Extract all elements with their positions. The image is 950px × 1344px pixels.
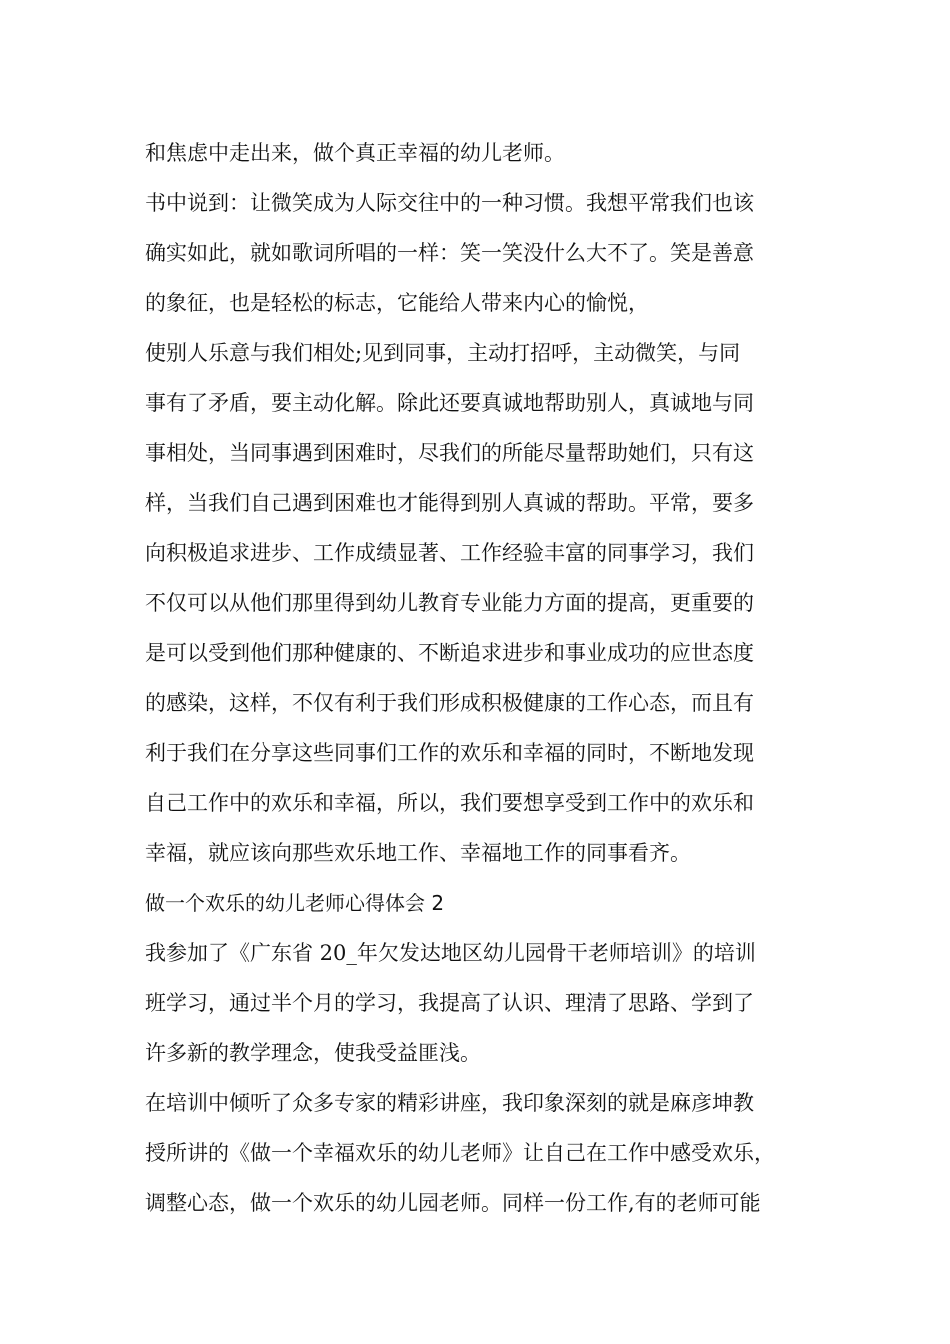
text-line: 在培训中倾听了众多专家的精彩讲座，我印象深刻的就是麻彦坤教 <box>145 1091 754 1115</box>
text-line: 事有了矛盾，要主动化解。除此还要真诚地帮助别人，真诚地与同 <box>145 391 754 415</box>
text-line: 和焦虑中走出来，做个真正幸福的幼儿老师。 <box>145 141 565 165</box>
text-line: 的感染，这样，不仅有利于我们形成积极健康的工作心态，而且有 <box>145 691 754 715</box>
text-line: 许多新的教学理念，使我受益匪浅。 <box>145 1041 481 1065</box>
text-line: 书中说到：让微笑成为人际交往中的一种习惯。我想平常我们也该 <box>145 191 754 215</box>
section-heading: 做一个欢乐的幼儿老师心得体会 2 <box>145 891 445 915</box>
text-line: 幸福，就应该向那些欢乐地工作、幸福地工作的同事看齐。 <box>145 841 691 865</box>
text-line: 调整心态，做一个欢乐的幼儿园老师。同样一份工作,有的老师可能 <box>145 1191 761 1215</box>
text-line: 是可以受到他们那种健康的、不断追求进步和事业成功的应世态度 <box>145 641 754 665</box>
text-line: 的象征，也是轻松的标志，它能给人带来内心的愉悦， <box>145 291 649 315</box>
text-line: 利于我们在分享这些同事们工作的欢乐和幸福的同时，不断地发现 <box>145 741 754 765</box>
text-line: 不仅可以从他们那里得到幼儿教育专业能力方面的提高，更重要的 <box>145 591 754 615</box>
document-body <box>145 128 835 1228</box>
text-line: 向积极追求进步、工作成绩显著、工作经验丰富的同事学习，我们 <box>145 541 754 565</box>
text-line: 事相处，当同事遇到困难时，尽我们的所能尽量帮助她们，只有这 <box>145 441 754 465</box>
text-line: 自己工作中的欢乐和幸福，所以，我们要想享受到工作中的欢乐和 <box>145 791 754 815</box>
text-line: 确实如此，就如歌词所唱的一样：笑一笑没什么大不了。笑是善意 <box>145 241 754 265</box>
text-line: 我参加了《广东省 20_年欠发达地区幼儿园骨干老师培训》的培训 <box>145 941 756 965</box>
text-line: 班学习，通过半个月的学习，我提高了认识、理清了思路、学到了 <box>145 991 754 1015</box>
text-line: 样，当我们自己遇到困难也才能得到别人真诚的帮助。平常，要多 <box>145 491 754 515</box>
text-line: 授所讲的《做一个幸福欢乐的幼儿老师》让自己在工作中感受欢乐， <box>145 1141 775 1165</box>
text-line: 使别人乐意与我们相处;见到同事，主动打招呼，主动微笑，与同 <box>145 341 741 365</box>
